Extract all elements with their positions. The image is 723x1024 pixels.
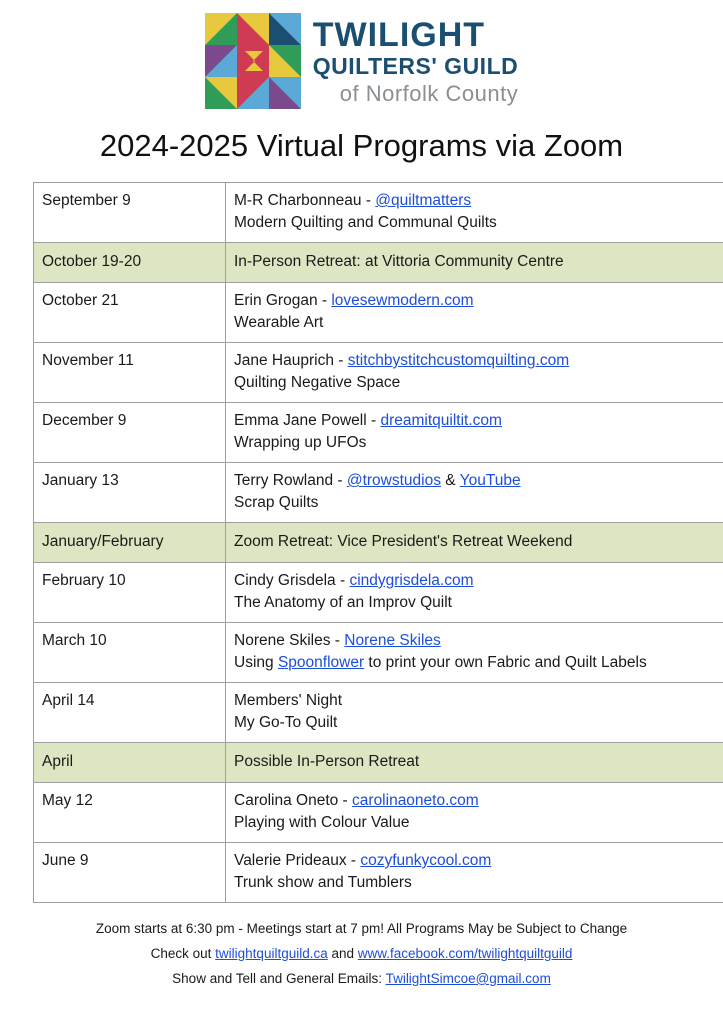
presenter-link[interactable]: stitchbystitchcustomquilting.com bbox=[347, 352, 570, 369]
table-row bbox=[34, 283, 723, 343]
presenter-link[interactable]: @quiltmatters bbox=[375, 192, 472, 209]
logo-header bbox=[0, 0, 723, 104]
table-row bbox=[34, 243, 723, 283]
date-cell: October 21 bbox=[34, 283, 226, 343]
date-cell: September 9 bbox=[34, 183, 226, 243]
detail-cell bbox=[226, 683, 723, 743]
table-row bbox=[34, 403, 723, 463]
date-cell: April bbox=[34, 743, 226, 783]
detail-cell bbox=[226, 183, 723, 243]
presenter-link[interactable]: lovesewmodern.com bbox=[331, 292, 474, 309]
footer-line-times: Zoom starts at 6:30 pm - Meetings start at 7 pm! All Programs May be Subject to Change bbox=[95, 921, 628, 936]
facebook-link[interactable]: www.facebook.com/twilightquiltguild bbox=[357, 945, 573, 961]
footer-email-label: Show and Tell and General Emails: bbox=[172, 970, 386, 986]
detail-cell bbox=[226, 843, 723, 903]
website-link[interactable]: twilightquiltguild.ca bbox=[215, 945, 328, 961]
table-row bbox=[34, 783, 723, 843]
schedule-container bbox=[0, 182, 723, 903]
topic-text: Wrapping up UFOs bbox=[234, 434, 367, 451]
footer-line-links bbox=[0, 942, 723, 967]
presenter-text: Cindy Grisdela - bbox=[234, 572, 350, 589]
date-cell: February 10 bbox=[34, 563, 226, 623]
presenter-link[interactable]: dreamitquiltit.com bbox=[380, 412, 502, 429]
presenter-text: Carolina Oneto - bbox=[234, 792, 353, 809]
logo-line-quilters-guild: QUILTERS' GUILD bbox=[312, 52, 519, 79]
topic-text: Playing with Colour Value bbox=[234, 814, 410, 831]
topic-text: Wearable Art bbox=[234, 314, 324, 331]
table-row bbox=[34, 743, 723, 783]
presenter-text: M-R Charbonneau - bbox=[234, 192, 376, 209]
presenter-text: Jane Hauprich - bbox=[234, 352, 348, 369]
detail-cell bbox=[226, 783, 723, 843]
footer-notes bbox=[0, 917, 723, 992]
logo-inner bbox=[205, 13, 518, 109]
date-cell: October 19-20 bbox=[34, 243, 226, 283]
presenter-link[interactable]: @trowstudios bbox=[346, 472, 441, 489]
date-cell: March 10 bbox=[34, 623, 226, 683]
detail-cell: In-Person Retreat: at Vittoria Community Centre bbox=[226, 243, 723, 283]
table-row bbox=[34, 843, 723, 903]
footer-and-text: and bbox=[327, 945, 358, 961]
detail-cell bbox=[226, 343, 723, 403]
table-row bbox=[34, 623, 723, 683]
topic-text: Modern Quilting and Communal Quilts bbox=[234, 214, 497, 231]
presenter-text: Emma Jane Powell - bbox=[234, 412, 381, 429]
page-title: 2024-2025 Virtual Programs via Zoom bbox=[99, 128, 624, 163]
table-row bbox=[34, 563, 723, 623]
table-row bbox=[34, 343, 723, 403]
logo-line-norfolk-county: of Norfolk County bbox=[339, 80, 519, 106]
spoonflower-link[interactable]: Spoonflower bbox=[277, 654, 365, 671]
detail-cell bbox=[226, 623, 723, 683]
topic-text-pre: Using bbox=[234, 654, 278, 671]
table-row bbox=[34, 683, 723, 743]
table-row bbox=[34, 183, 723, 243]
date-cell: November 11 bbox=[34, 343, 226, 403]
email-link[interactable]: TwilightSimcoe@gmail.com bbox=[385, 970, 551, 986]
topic-text: The Anatomy of an Improv Quilt bbox=[234, 594, 452, 611]
logo-line-twilight: TWILIGHT bbox=[312, 15, 486, 54]
presenter-link[interactable]: Norene Skiles bbox=[344, 632, 441, 649]
topic-text-post: to print your own Fabric and Quilt Labels bbox=[364, 654, 647, 671]
detail-cell bbox=[226, 563, 723, 623]
presenter-text: Erin Grogan - bbox=[234, 292, 332, 309]
presenter-text: Terry Rowland - bbox=[234, 472, 347, 489]
date-cell: January 13 bbox=[34, 463, 226, 523]
topic-text: My Go-To Quilt bbox=[234, 714, 338, 731]
detail-cell bbox=[226, 463, 723, 523]
date-cell: June 9 bbox=[34, 843, 226, 903]
quilt-block-logo-icon bbox=[205, 13, 301, 109]
topic-text: Scrap Quilts bbox=[234, 494, 319, 511]
presenter-link[interactable]: cindygrisdela.com bbox=[349, 572, 474, 589]
presenter-secondary-link[interactable]: YouTube bbox=[459, 472, 521, 489]
table-row bbox=[34, 463, 723, 523]
date-cell: April 14 bbox=[34, 683, 226, 743]
topic-text bbox=[234, 652, 716, 674]
topic-text: Trunk show and Tumblers bbox=[234, 874, 412, 891]
footer-line-email bbox=[0, 967, 723, 992]
detail-cell bbox=[226, 403, 723, 463]
presenter-text: Members' Night bbox=[234, 692, 343, 709]
topic-text: Quilting Negative Space bbox=[234, 374, 401, 391]
link-separator: & bbox=[440, 472, 460, 489]
table-row bbox=[34, 523, 723, 563]
programs-table-body bbox=[34, 183, 723, 903]
date-cell: December 9 bbox=[34, 403, 226, 463]
programs-table bbox=[33, 182, 723, 903]
detail-cell: Possible In-Person Retreat bbox=[226, 743, 723, 783]
presenter-text: Valerie Prideaux - bbox=[234, 852, 361, 869]
presenter-link[interactable]: cozyfunkycool.com bbox=[360, 852, 492, 869]
footer-checkout-text: Check out bbox=[150, 945, 216, 961]
logo-wordmark bbox=[312, 15, 519, 106]
date-cell: January/February bbox=[34, 523, 226, 563]
detail-cell bbox=[226, 283, 723, 343]
detail-cell: Zoom Retreat: Vice President's Retreat Weekend bbox=[226, 523, 723, 563]
date-cell: May 12 bbox=[34, 783, 226, 843]
presenter-link[interactable]: carolinaoneto.com bbox=[352, 792, 479, 809]
presenter-text: Norene Skiles - bbox=[234, 632, 345, 649]
